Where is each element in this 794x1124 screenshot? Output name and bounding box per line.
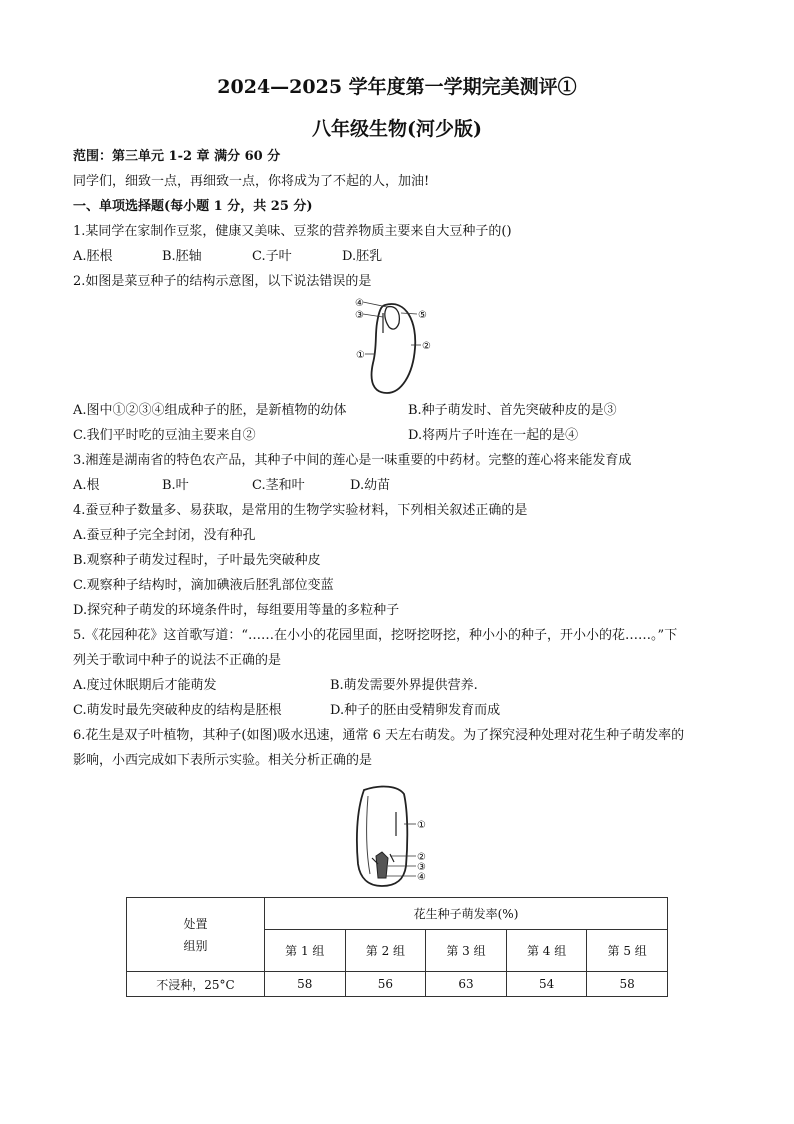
leader-line-4 [363, 302, 387, 307]
row-label: 不浸种，25°C [127, 972, 265, 997]
q3-option-c: C.茎和叶 [252, 478, 305, 493]
germination-table [126, 897, 668, 997]
fig6-label-1: ① [417, 820, 426, 831]
q1-option-a: A.胚根 [73, 249, 113, 264]
fig2-label-4: ④ [355, 298, 364, 309]
fig2-label-2: ② [422, 341, 431, 352]
fig6-label-3: ③ [417, 862, 426, 873]
embryo-shape [376, 852, 388, 878]
table-group-header: 花生种子萌发率(%) [265, 898, 668, 930]
column-header-2: 第 2 组 [345, 930, 426, 972]
q1-option-d: D.胚乳 [342, 249, 383, 264]
q2-stem: 2.如图是菜豆种子的结构示意图，以下说法错误的是 [73, 274, 372, 289]
q5-option-a: A.度过休眠期后才能萌发 [73, 678, 217, 693]
table-cell: 56 [345, 972, 426, 997]
q5-stem-line2: 列关于歌词中种子的说法不正确的是 [73, 653, 282, 668]
fig2-label-1: ① [356, 350, 365, 361]
corner-label-bottom: 组别 [183, 938, 208, 953]
q5-stem-line1: 5.《花园种花》这首歌写道：“……在小小的花园里面，挖呀挖呀挖，种小小的种子，开小小的花……。”下 [73, 628, 678, 643]
q5-option-d: D.种子的胚由受精卵发育而成 [330, 703, 501, 718]
table-cell: 63 [426, 972, 507, 997]
q3-option-a: A.根 [73, 478, 100, 493]
q1-stem: 1.某同学在家制作豆浆，健康又美味、豆浆的营养物质主要来自大豆种子的() [73, 224, 512, 239]
q4-option-d: D.探究种子萌发的环境条件时，每组要用等量的多粒种子 [73, 603, 400, 618]
q3-option-b: B.叶 [162, 478, 189, 493]
fig6-label-2: ② [417, 852, 426, 863]
q1-option-c: C.子叶 [252, 249, 292, 264]
q2-option-c: C.我们平时吃的豆油主要来自② [73, 428, 256, 443]
column-header-5: 第 5 组 [587, 930, 668, 972]
q6-stem-line2: 影响，小西完成如下表所示实验。相关分析正确的是 [73, 753, 373, 768]
column-header-3: 第 3 组 [426, 930, 507, 972]
scope-line: 范围：第三单元 1-2 章 满分 60 分 [73, 149, 281, 164]
table-cell: 54 [506, 972, 587, 997]
column-header-4: 第 4 组 [506, 930, 587, 972]
q4-option-c: C.观察种子结构时，滴加碘液后胚乳部位变蓝 [73, 578, 334, 593]
q4-stem: 4.蚕豆种子数量多、易获取，是常用的生物学实验材料，下列相关叙述正确的是 [73, 503, 528, 518]
corner-label-top: 处置 [183, 916, 208, 931]
greeting-line: 同学们，细致一点，再细致一点，你将成为了不起的人，加油! [73, 174, 430, 189]
cotyledon-edge [367, 796, 370, 874]
q5-option-c: C.萌发时最先突破种皮的结构是胚根 [73, 703, 282, 718]
leader-line-3 [363, 314, 383, 317]
table-cell: 58 [265, 972, 346, 997]
peanut-seed-figure [352, 782, 442, 890]
q2-option-a: A.图中①②③④组成种子的胚，是新植物的幼体 [73, 403, 347, 418]
q5-option-b: B.萌发需要外界提供营养. [330, 678, 478, 693]
exam-title: 2024—2025 学年度第一学期完美测评① [217, 76, 577, 98]
q3-stem: 3.湘莲是湖南省的特色农产品，其种子中间的莲心是一味重要的中药材。完整的莲心将来能发育成 [73, 453, 632, 468]
table-cell: 58 [587, 972, 668, 997]
leader-line-5 [401, 313, 417, 314]
table-row [127, 972, 668, 997]
q4-option-b: B.观察种子萌发过程时，子叶最先突破种皮 [73, 553, 321, 568]
q2-option-d: D.将两片子叶连在一起的是④ [408, 428, 579, 443]
bean-seed-figure [355, 293, 435, 398]
fig2-label-3: ③ [355, 310, 364, 321]
q2-option-b: B.种子萌发时、首先突破种皮的是③ [408, 403, 617, 418]
q4-option-a: A.蚕豆种子完全封闭，没有种孔 [73, 528, 256, 543]
section-heading: 一、单项选择题(每小题 1 分，共 25 分) [73, 199, 313, 214]
plumule-shape [385, 307, 400, 329]
fig6-label-4: ④ [417, 872, 426, 883]
seed-outline [372, 304, 416, 393]
q1-option-b: B.胚轴 [162, 249, 202, 264]
q3-option-d: D.幼苗 [350, 478, 391, 493]
fig2-label-5: ⑤ [418, 310, 427, 321]
column-header-1: 第 1 组 [265, 930, 346, 972]
q6-stem-line1: 6.花生是双子叶植物，其种子(如图)吸水迅速，通常 6 天左右萌发。为了探究浸种处理对花生种子萌发率的 [73, 728, 685, 743]
exam-subtitle: 八年级生物(河少版) [312, 118, 482, 140]
table-corner-cell [127, 898, 265, 972]
